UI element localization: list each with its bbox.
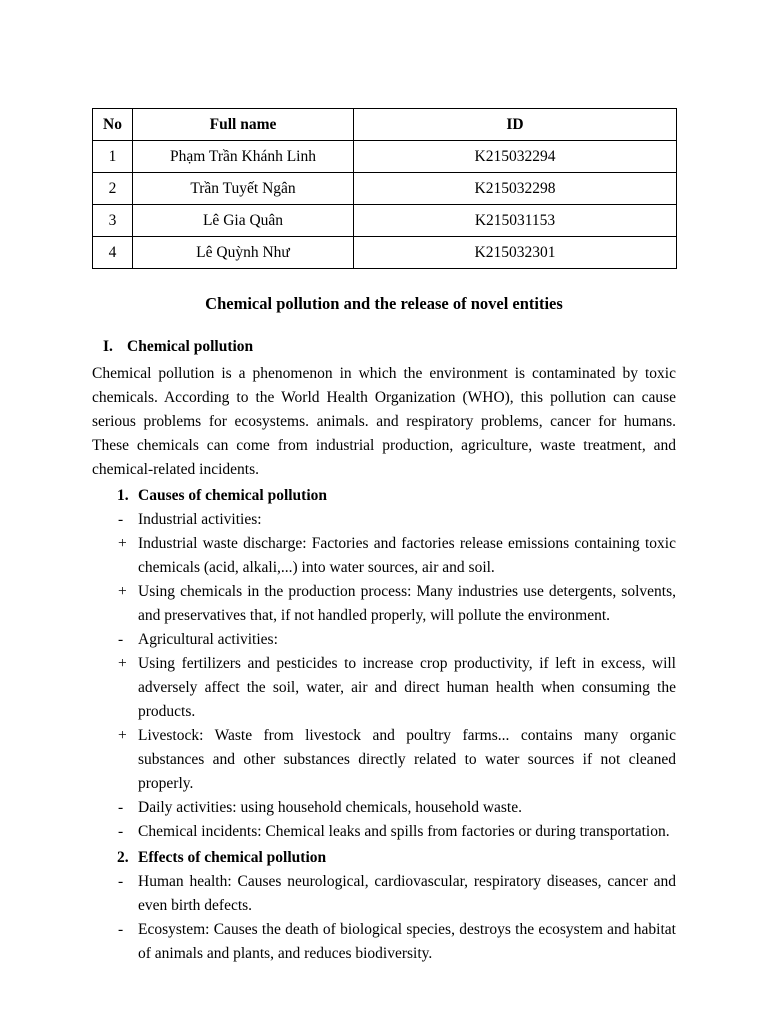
table-row (93, 205, 677, 237)
subsection-heading-label: Causes of chemical pollution (138, 486, 328, 504)
list-item (92, 580, 676, 628)
list-marker: + (118, 655, 127, 673)
list-item-text: Agricultural activities: (138, 631, 278, 649)
list-item (92, 652, 676, 724)
roster-table (92, 108, 677, 269)
list-item (92, 870, 676, 918)
column-header-id: ID (354, 109, 677, 141)
table-row (93, 173, 677, 205)
subsection-heading-effects (92, 846, 676, 870)
section-heading-label: Chemical pollution (127, 338, 254, 356)
list-item-text: Using fertilizers and pesticides to increase crop productivity, if left in excess, will adversely affect the soil, water, air and direct human health when consuming the products. (138, 655, 676, 721)
list-item (92, 628, 676, 652)
cell-id: K215032294 (354, 141, 677, 173)
list-item (92, 796, 676, 820)
list-item-text: Industrial activities: (138, 511, 262, 528)
list-marker: + (118, 583, 127, 601)
list-item-text: Daily activities: using household chemicals, household waste. (138, 799, 522, 817)
cell-id: K215032298 (354, 173, 677, 205)
cell-id: K215032301 (354, 237, 677, 269)
cell-full-name: Phạm Trần Khánh Linh (133, 141, 354, 173)
subsection-heading-label: Effects of chemical pollution (138, 849, 327, 867)
column-header-full-name: Full name (133, 109, 354, 141)
list-item-text: Livestock: Waste from livestock and poultry farms... contains many organic substances and other substances directly related to water sources if not cleaned properly. (138, 727, 676, 793)
list-marker: - (118, 799, 124, 817)
list-marker: - (118, 823, 124, 841)
cell-id: K215031153 (354, 205, 677, 237)
section-marker: I. (103, 338, 113, 356)
cell-full-name: Lê Gia Quân (133, 205, 354, 237)
list-item-text: Ecosystem: Causes the death of biological species, destroys the ecosystem and habitat of animals and plants, and reduces biodiversity. (138, 921, 676, 963)
list-marker: + (118, 727, 127, 745)
table-header-row (93, 109, 677, 141)
table-row (93, 237, 677, 269)
list-item (92, 508, 676, 532)
list-item-text: Using chemicals in the production process: Many industries use detergents, solvents, and preservatives that, if not handled properly, will pollute the environment. (138, 583, 676, 625)
section-heading-chemical-pollution (92, 336, 676, 358)
cell-no: 2 (93, 173, 133, 205)
list-item-text: Chemical incidents: Chemical leaks and spills from factories or during transportation. (138, 823, 670, 841)
list-marker: - (118, 921, 124, 939)
cell-full-name: Lê Quỳnh Như (133, 237, 354, 269)
subsection-marker: 1. (117, 486, 129, 504)
table-row (93, 141, 677, 173)
list-marker: - (118, 631, 124, 649)
document-content (92, 108, 676, 966)
cell-no: 3 (93, 205, 133, 237)
intro-paragraph: Chemical pollution is a phenomenon in which the environment is contaminated by toxic chemicals. According to the World Health Organization (WHO), this pollution can cause serious problems for ecosystems. animals. and respiratory problems, cancer for humans. These chemicals can come from industrial production, agriculture, waste treatment, and chemical-related incidents. (92, 364, 676, 478)
list-marker: + (118, 535, 127, 553)
list-item-text: Industrial waste discharge: Factories and factories release emissions containing toxic chemicals (acid, alkali,...) into water sources, air and soil. (138, 535, 676, 577)
document-title: Chemical pollution and the release of novel entities (205, 294, 563, 313)
list-item-text: Human health: Causes neurological, cardiovascular, respiratory diseases, cancer and even birth defects. (138, 873, 676, 915)
list-item (92, 820, 676, 844)
column-header-no: No (93, 109, 133, 141)
cell-no: 4 (93, 237, 133, 269)
subsection-marker: 2. (117, 849, 129, 867)
list-item (92, 724, 676, 796)
subsection-heading-causes (92, 484, 676, 508)
cell-no: 1 (93, 141, 133, 173)
cell-full-name: Trần Tuyết Ngân (133, 173, 354, 205)
list-marker: - (118, 511, 124, 528)
list-item (92, 532, 676, 580)
list-marker: - (118, 873, 124, 891)
list-item (92, 918, 676, 966)
